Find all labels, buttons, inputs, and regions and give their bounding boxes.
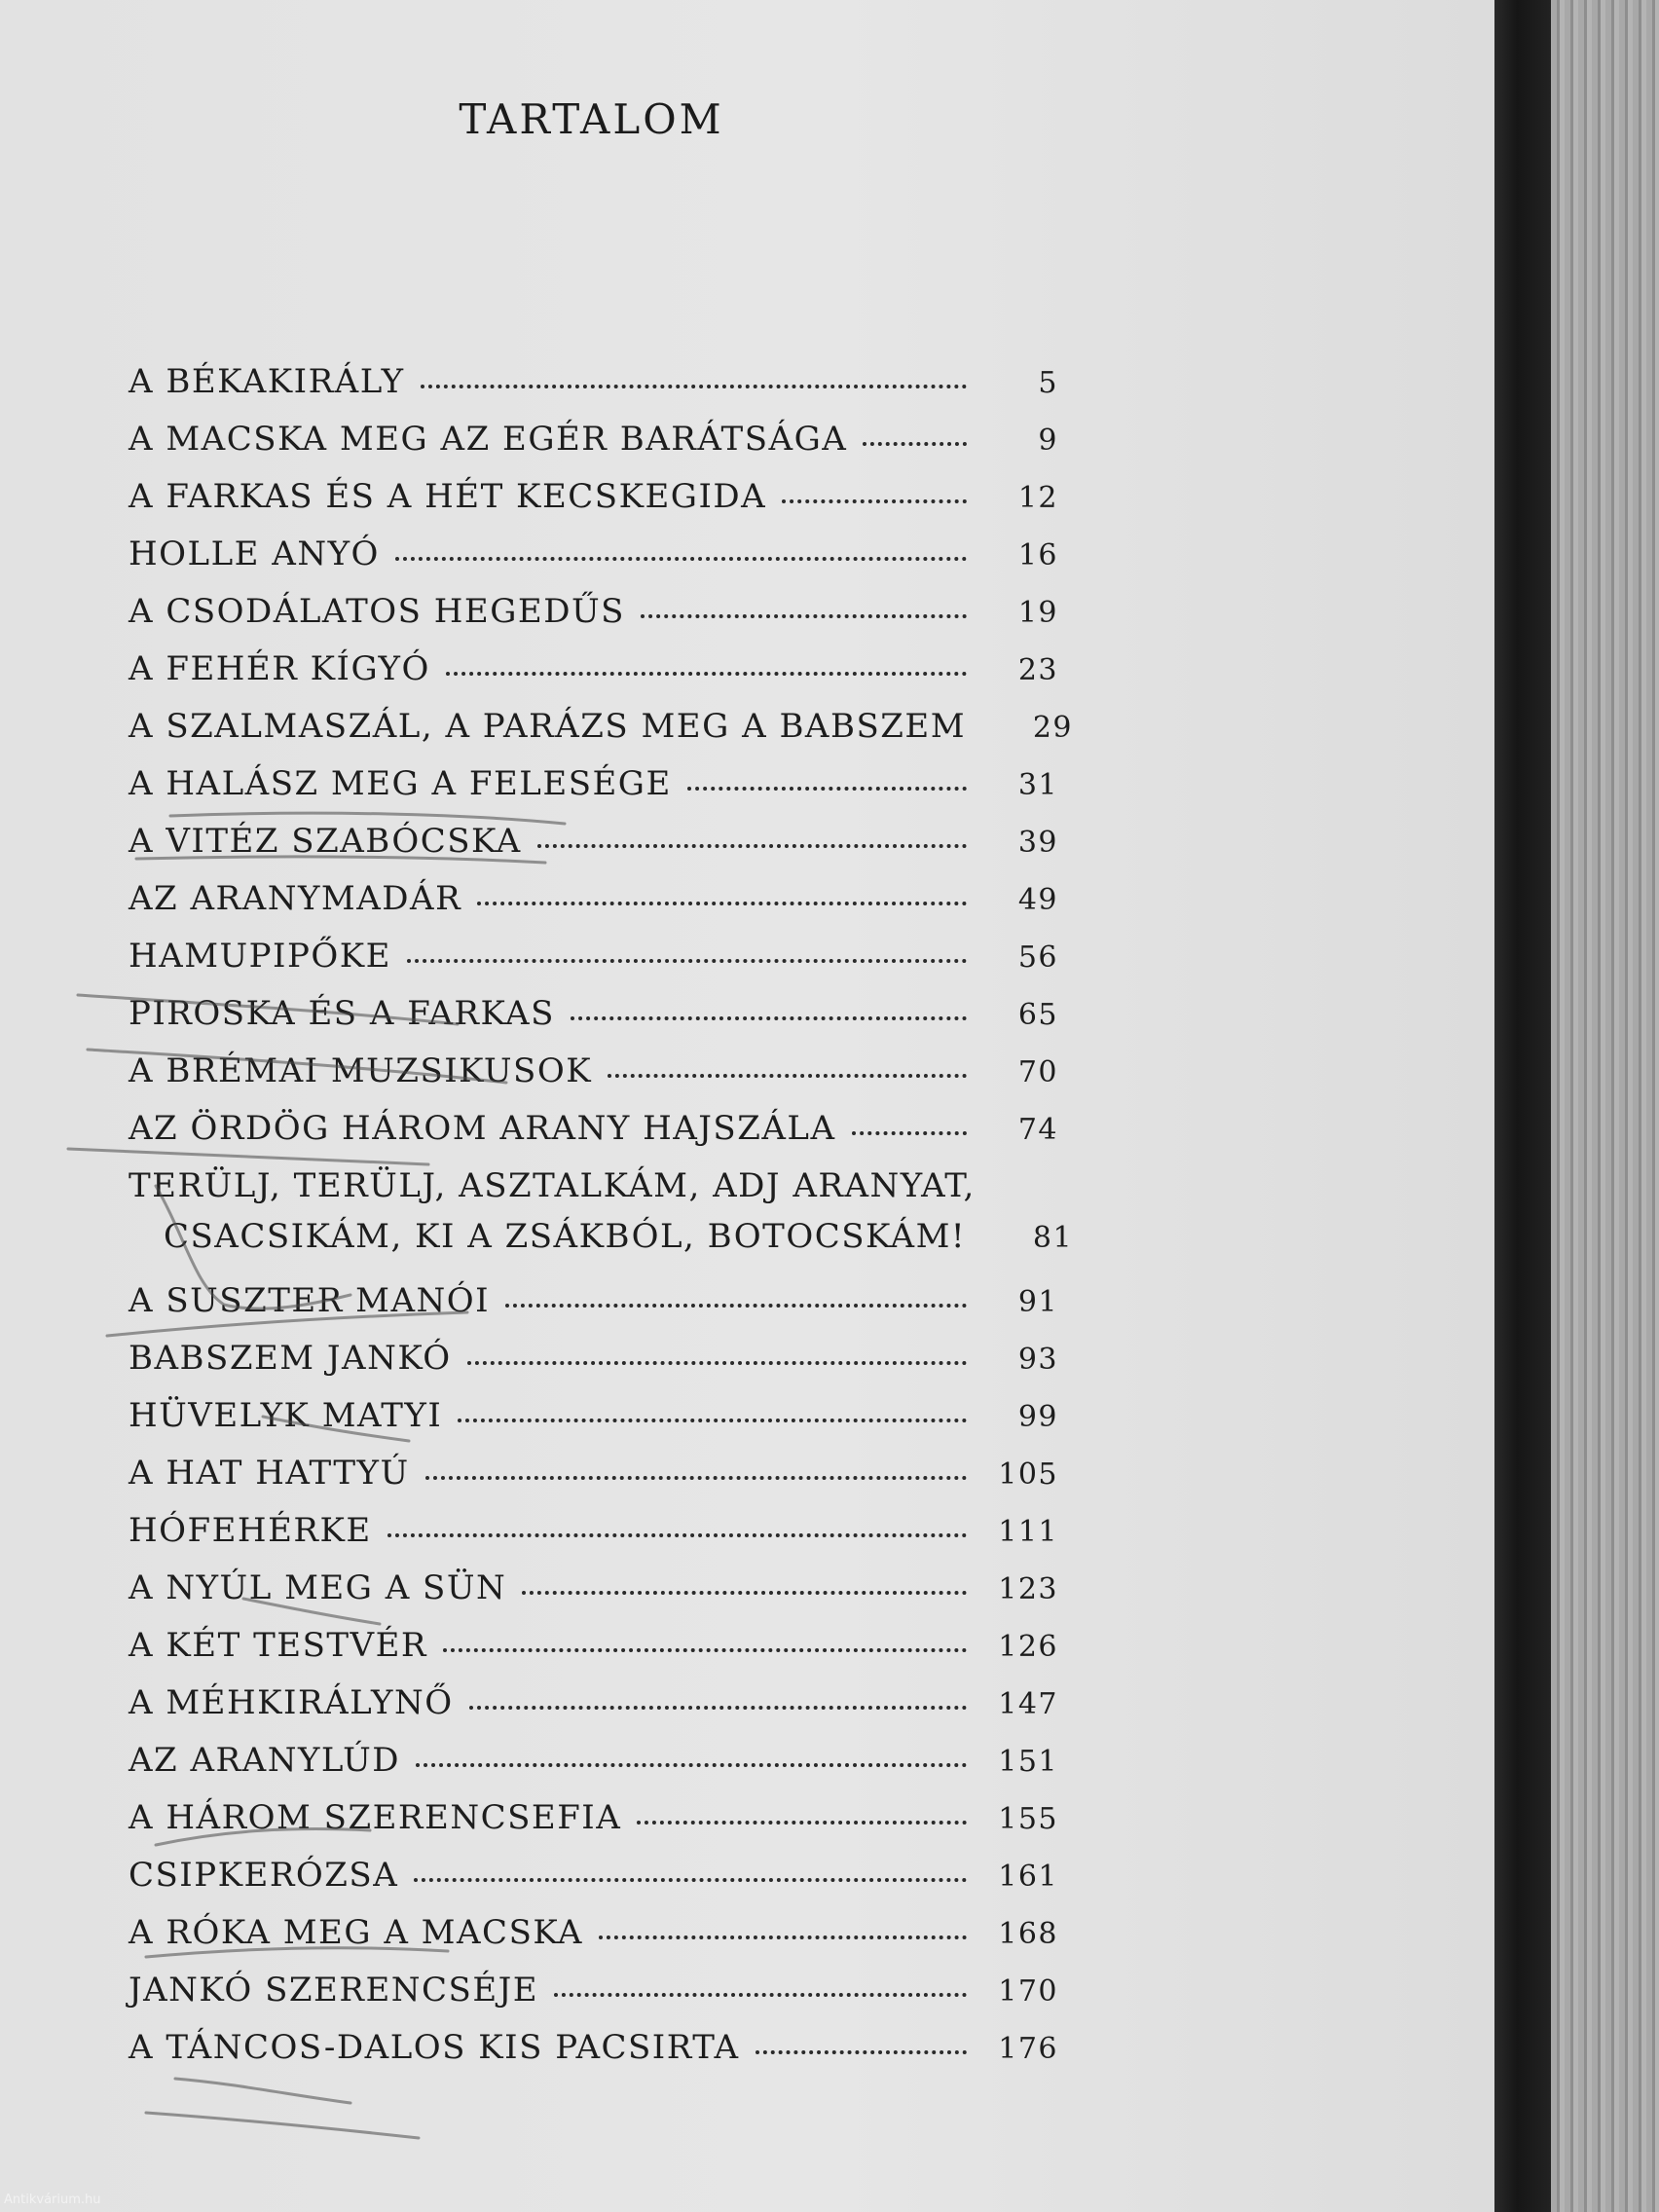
- watermark: Antikvárium.hu: [4, 2193, 101, 2207]
- toc-entry-page: 56: [1017, 940, 1058, 975]
- toc-entry-page: 99: [1017, 1400, 1058, 1434]
- toc-entry-title: A MACSKA MEG AZ EGÉR BARÁTSÁGA: [129, 420, 848, 459]
- toc-entry-page: 81: [1032, 1221, 1074, 1255]
- toc-entry-title: A MÉHKIRÁLYNŐ: [129, 1683, 454, 1722]
- toc-entry-title: HOLLE ANYÓ: [129, 535, 380, 573]
- toc-entry-title: HÜVELYK MATYI: [129, 1396, 443, 1435]
- toc-entry-title: JANKÓ SZERENCSÉJE: [129, 1971, 539, 2009]
- toc-entry-title: AZ ÖRDÖG HÁROM ARANY HAJSZÁLA: [129, 1109, 836, 1148]
- pencil-stroke: [263, 1417, 409, 1441]
- toc-entry-page: 12: [1017, 481, 1058, 515]
- toc-entry-page: 31: [1017, 768, 1058, 802]
- toc-entry-page: 65: [1017, 998, 1058, 1032]
- toc-entry-page: 155: [998, 1802, 1058, 1836]
- toc-entry-title: HAMUPIPŐKE: [129, 937, 391, 976]
- toc-entry-page: 19: [1017, 596, 1058, 630]
- toc-entry-title: A HALÁSZ MEG A FELESÉGE: [129, 764, 672, 803]
- toc-entry-page: 93: [1017, 1343, 1058, 1377]
- pencil-stroke: [68, 1149, 428, 1164]
- toc-entry-page: 91: [1017, 1285, 1058, 1319]
- toc-entry-page: 151: [998, 1745, 1058, 1779]
- toc-entry-title: A CSODÁLATOS HEGEDŰS: [129, 592, 625, 631]
- toc-entry-page: 23: [1017, 653, 1058, 687]
- toc-entry-page: 70: [1017, 1055, 1058, 1089]
- pencil-stroke: [175, 2079, 350, 2103]
- toc-entry-title: BABSZEM JANKÓ: [129, 1339, 452, 1378]
- toc-entry-title: A BRÉMAI MUZSIKUSOK: [129, 1051, 593, 1090]
- toc-entry-page: 126: [998, 1630, 1058, 1664]
- toc-entry-page: 170: [998, 1974, 1058, 2009]
- toc-entry-page: 9: [1038, 424, 1058, 458]
- toc-entry-title: A FARKAS ÉS A HÉT KECSKEGIDA: [129, 477, 767, 516]
- toc-entry-page: 161: [998, 1860, 1058, 1894]
- toc-entry-page: 147: [998, 1687, 1058, 1721]
- pencil-underline: [136, 857, 545, 863]
- pencil-stroke: [243, 1599, 380, 1624]
- toc-entry-title: A FEHÉR KÍGYÓ: [129, 649, 430, 688]
- toc-entry-title: A NYÚL MEG A SÜN: [129, 1568, 507, 1607]
- pencil-stroke: [156, 1829, 370, 1845]
- book-spine: [1494, 0, 1551, 2212]
- toc-entry-title: A HAT HATTYÚ: [129, 1454, 410, 1493]
- toc-entry-page: 49: [1017, 883, 1058, 917]
- toc-entry-title: TERÜLJ, TERÜLJ, ASZTALKÁM, ADJ ARANYAT,: [129, 1166, 976, 1205]
- toc-entry-page: 29: [1032, 711, 1074, 745]
- pencil-stroke: [78, 995, 458, 1024]
- pencil-stroke: [146, 1948, 448, 1957]
- toc-entry-title: A SZALMASZÁL, A PARÁZS MEG A BABSZEM: [129, 707, 967, 746]
- pencil-stroke: [107, 1312, 467, 1336]
- toc-entry-title: A KÉT TESTVÉR: [129, 1626, 428, 1665]
- toc-entry-title: HÓFEHÉRKE: [129, 1511, 372, 1550]
- toc-entry-page: 16: [1017, 538, 1058, 572]
- toc-entry-title: AZ ARANYMADÁR: [129, 879, 462, 918]
- toc-entry-title: CSACSIKÁM, KI A ZSÁKBÓL, BOTOCSKÁM!: [164, 1217, 967, 1256]
- toc-entry-title: A VITÉZ SZABÓCSKA: [129, 822, 522, 861]
- toc-entry-page: 39: [1017, 826, 1058, 860]
- toc-entry-page: 5: [1038, 366, 1058, 400]
- toc-entry-title: AZ ARANYLÚD: [129, 1741, 401, 1780]
- page-edges: [1551, 0, 1659, 2212]
- toc-entry-title: A TÁNCOS-DALOS KIS PACSIRTA: [129, 2028, 740, 2067]
- toc-entry-page: 176: [998, 2032, 1058, 2066]
- pencil-stroke: [146, 2113, 419, 2138]
- toc-entry-page: 111: [998, 1515, 1058, 1549]
- toc-entry-page: 168: [998, 1917, 1058, 1951]
- toc-entry-title: A HÁROM SZERENCSEFIA: [129, 1798, 622, 1837]
- toc-entry-title: A RÓKA MEG A MACSKA: [129, 1913, 583, 1952]
- toc-entry-title: PIROSKA ÉS A FARKAS: [129, 994, 555, 1033]
- toc-entry-title: CSIPKERÓZSA: [129, 1856, 399, 1895]
- toc-entry-title: A SUSZTER MANÓI: [129, 1281, 491, 1320]
- toc-entry-page: 74: [1017, 1113, 1058, 1147]
- pencil-stroke: [88, 1050, 506, 1083]
- pencil-underline: [170, 813, 565, 824]
- pencil-bracket: [156, 1186, 350, 1309]
- page-title: TARTALOM: [459, 95, 724, 143]
- toc-entry-page: 105: [998, 1457, 1058, 1492]
- toc-entry-title: A BÉKAKIRÁLY: [129, 362, 405, 401]
- toc-entry-page: 123: [998, 1572, 1058, 1606]
